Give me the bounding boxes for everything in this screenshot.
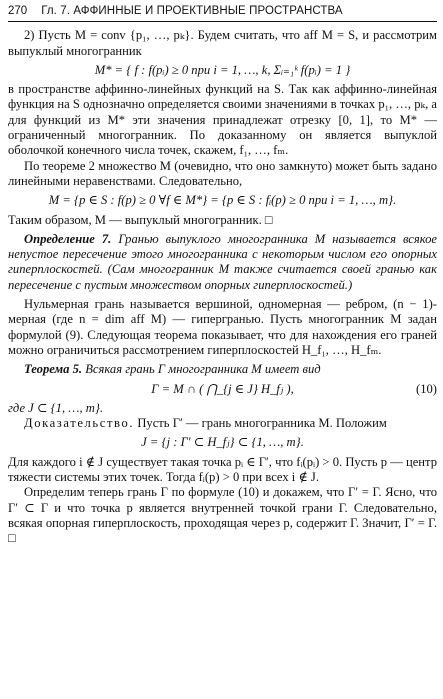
formula-10-row — [8, 382, 437, 397]
formula-m-inequalities: M = {p ∈ S : f(p) ≥ 0 ∀f ∈ M*} = {p ∈ S : fᵢ(p) ≥ 0 при i = 1, …, m}. — [48, 193, 397, 208]
paragraph-conclusion: Таким образом, M — выпуклый многогранник. □ — [8, 212, 273, 227]
theorem-5 — [8, 362, 437, 377]
paragraph-face-definition: Определим теперь грань Γ по формуле (10) и докажем, что Γ′ = Γ. Ясно, что Γ′ ⊂ Γ и что точка p является внутренней точкой грани Γ. Следовательно, всякая опорная гиперплоскость, проходящая через p, содержит Γ. Значит, Γ′ = Γ. □ — [8, 485, 437, 546]
proof — [8, 416, 437, 431]
page-number: 270 — [8, 5, 28, 17]
definition-label: Определение 7. — [24, 231, 112, 246]
paragraph-center-of-mass: Для каждого i ∉ J существует такая точка pᵢ ∈ Γ′, что fᵢ(pᵢ) > 0. Пусть p — центр тяжести системы этих точек. Тогда fᵢ(p) > 0 при всех i ∉ J. — [8, 454, 437, 485]
theorem-text: Всякая грань Γ многогранника M имеет вид — [82, 362, 321, 377]
paragraph-vertex-edge: Нульмерная грань называется вершиной, одномерная — ребром, (n − 1)-мерная (где n = dim aff M) — гипергранью. Пусть многогранник M задан формулой (9). Следующая теорема показывает, что для нахождения его граней можно ограничиться рассмотрением гиперплоскостей H_f₁, …, H_fₘ. — [8, 297, 437, 357]
paragraph-case-2: 2) Пусть M = conv {p₁, …, pₖ}. Будем считать, что aff M = S, и рассмотрим выпуклый многогранник — [8, 28, 437, 58]
formula-dual-polytope: M* = { f : f(pᵢ) ≥ 0 при i = 1, …, k, Σᵢ₌₁ᵏ f(pᵢ) = 1 } — [94, 62, 351, 77]
paragraph-affine-functions: в пространстве аффинно-линейных функций на S. Так как аффинно-линейная функция на S однозначно определяется своими значениями в точках p₁, …, pₖ, а для функций из M* эти значения принадлежат отрезку [0, 1], то M* — ограниченный многогранник. По доказанному он является выпуклой оболочкой конечного числа точек, скажем, f₁, …, fₘ. — [8, 82, 437, 158]
chapter-title: Гл. 7. АФФИННЫЕ И ПРОЕКТИВНЫЕ ПРОСТРАНСТВА — [41, 5, 343, 17]
equation-number: (10) — [416, 381, 437, 396]
running-header — [8, 4, 437, 22]
formula-index-set: J = {j : Γ′ ⊂ H_fⱼ} ⊂ {1, …, m}. — [141, 435, 304, 450]
proof-label: Доказательство. — [24, 416, 135, 431]
formula-face: Γ = M ∩ ( ⋂_{j ∈ J} H_fⱼ ), — [151, 381, 294, 396]
theorem-label: Теорема 5. — [24, 362, 83, 377]
theorem-condition: где J ⊂ {1, …, m}. — [8, 400, 104, 415]
proof-text: Пусть Γ′ — грань многогранника M. Положим — [134, 416, 387, 431]
definition-text: Гранью выпуклого многогранника M называется всякое непустое пересечение этого многогранника с некоторым числом его опорных гиперплоскостей. (Сам многогранник M также считается своей гранью как пересечение с пустым множеством опорных гиперплоскостей.) — [8, 231, 437, 292]
paragraph-theorem-2: По теореме 2 множество M (очевидно, что оно замкнуто) может быть задано линейными неравенствами. Следовательно, — [8, 158, 437, 188]
definition-7 — [8, 232, 437, 293]
